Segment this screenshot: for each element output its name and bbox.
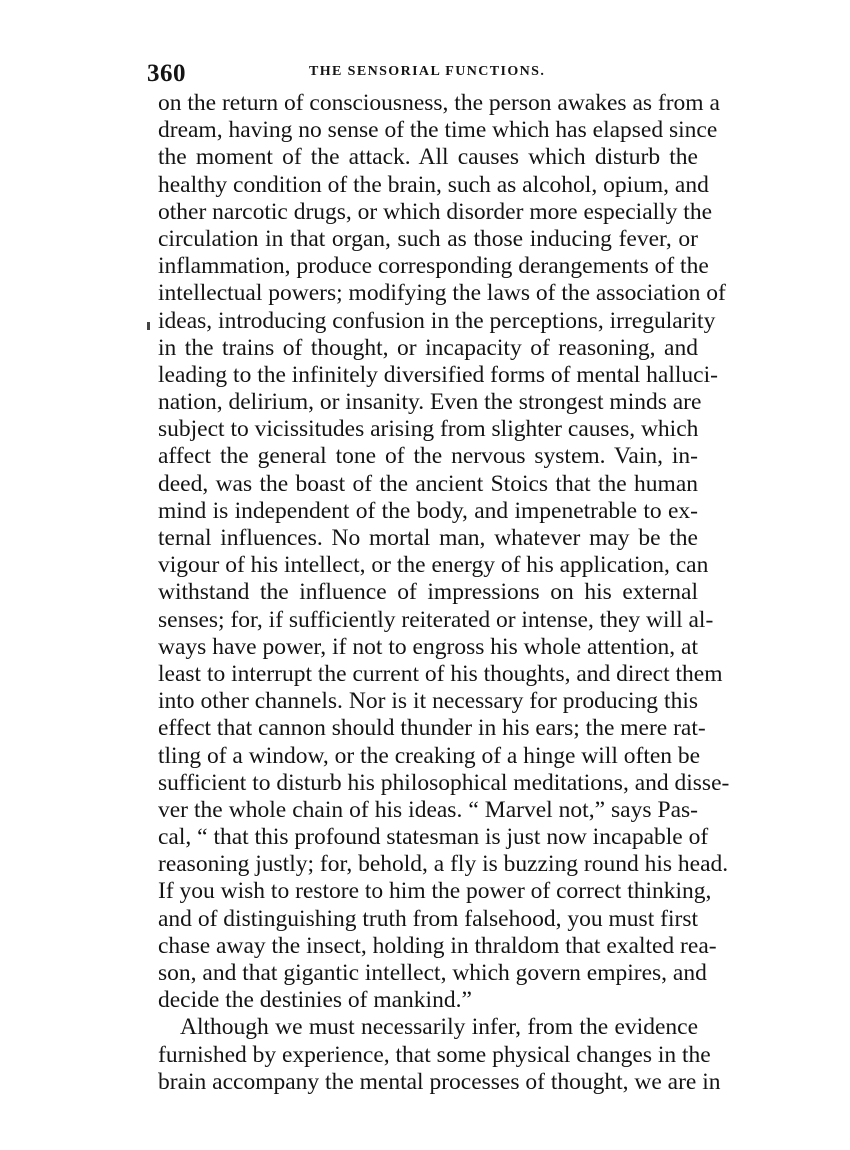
text-line: tling of a window, or the creaking of a hinge will often be [158,742,701,769]
text-line: ternal influences. No mortal man, whatever may be the [158,525,698,551]
text-line: the moment of the attack. All causes which disturb the [158,144,698,171]
text-line: decide the destinies of mankind.” [158,987,472,1014]
text-line: other narcotic drugs, or which disorder more especially the [158,198,713,225]
text-line: sufficient to disturb his philosophical meditations, and disse- [158,769,730,796]
text-line: leading to the infinitely diversified forms of mental halluci- [158,361,718,388]
text-line: mind is independent of the body, and impenetrable to ex- [158,497,698,524]
text-line: subject to vicissitudes arising from slighter causes, which [158,416,699,443]
text-line: on the return of consciousness, the person awakes as from a [158,90,720,116]
text-line: deed, was the boast of the ancient Stoics that the human [158,470,698,497]
text-line: reasoning justly; for, behold, a fly is buzzing round his head. [158,851,729,878]
text-line: intellectual powers; modifying the laws of the association of [158,280,726,307]
paragraph-1 [158,90,730,1014]
text-line: ideas, introducing confusion in the perceptions, irregularity [158,307,716,334]
text-line: effect that cannon should thunder in his ears; the mere rat- [158,715,706,742]
text-line: least to interrupt the current of his thoughts, and direct them [158,660,723,687]
text-line: dream, having no sense of the time which has elapsed since [158,117,718,144]
text-line: brain accompany the mental processes of thought, we are in [158,1068,721,1095]
text-line: and of distinguishing truth from falsehood, you must first [158,905,698,932]
text-line: If you wish to restore to him the power of correct thinking, [158,878,712,905]
running-head: THE SENSORIAL FUNCTIONS. [309,64,546,79]
text-line: Although we must necessarily infer, from the evidence [180,1014,698,1041]
text-line: affect the general tone of the nervous system. Vain, in- [158,443,698,470]
page-number: 360 [147,60,186,87]
text-line: nation, delirium, or insanity. Even the strongest minds are [158,389,702,416]
text-line: cal, “ that this profound statesman is just now incapable of [158,824,709,851]
body-text [158,90,730,1096]
paragraph-2 [158,1014,721,1096]
text-line: ways have power, if not to engross his whole attention, at [158,633,698,660]
page-header [141,60,701,90]
text-line: furnished by experience, that some physical changes in the [158,1041,711,1068]
text-line: withstand the influence of impressions on his external [158,579,698,606]
text-line: inflammation, produce corresponding derangements of the [158,253,709,280]
text-line: in the trains of thought, or incapacity of reasoning, and [158,334,698,361]
text-line: into other channels. Nor is it necessary for producing this [158,688,698,715]
text-line: senses; for, if sufficiently reiterated or intense, they will al- [158,606,714,633]
text-line: ver the whole chain of his ideas. “ Marvel not,” says Pas- [158,796,698,823]
text-line: son, and that gigantic intellect, which govern empires, and [158,960,707,986]
text-line: circulation in that organ, such as those inducing fever, or [158,225,698,252]
text-line: healthy condition of the brain, such as alcohol, opium, and [158,171,709,198]
text-line: chase away the insect, holding in thraldom that exalted rea- [158,932,717,959]
margin-mark [147,322,150,330]
text-line: vigour of his intellect, or the energy of his application, can [158,552,709,579]
